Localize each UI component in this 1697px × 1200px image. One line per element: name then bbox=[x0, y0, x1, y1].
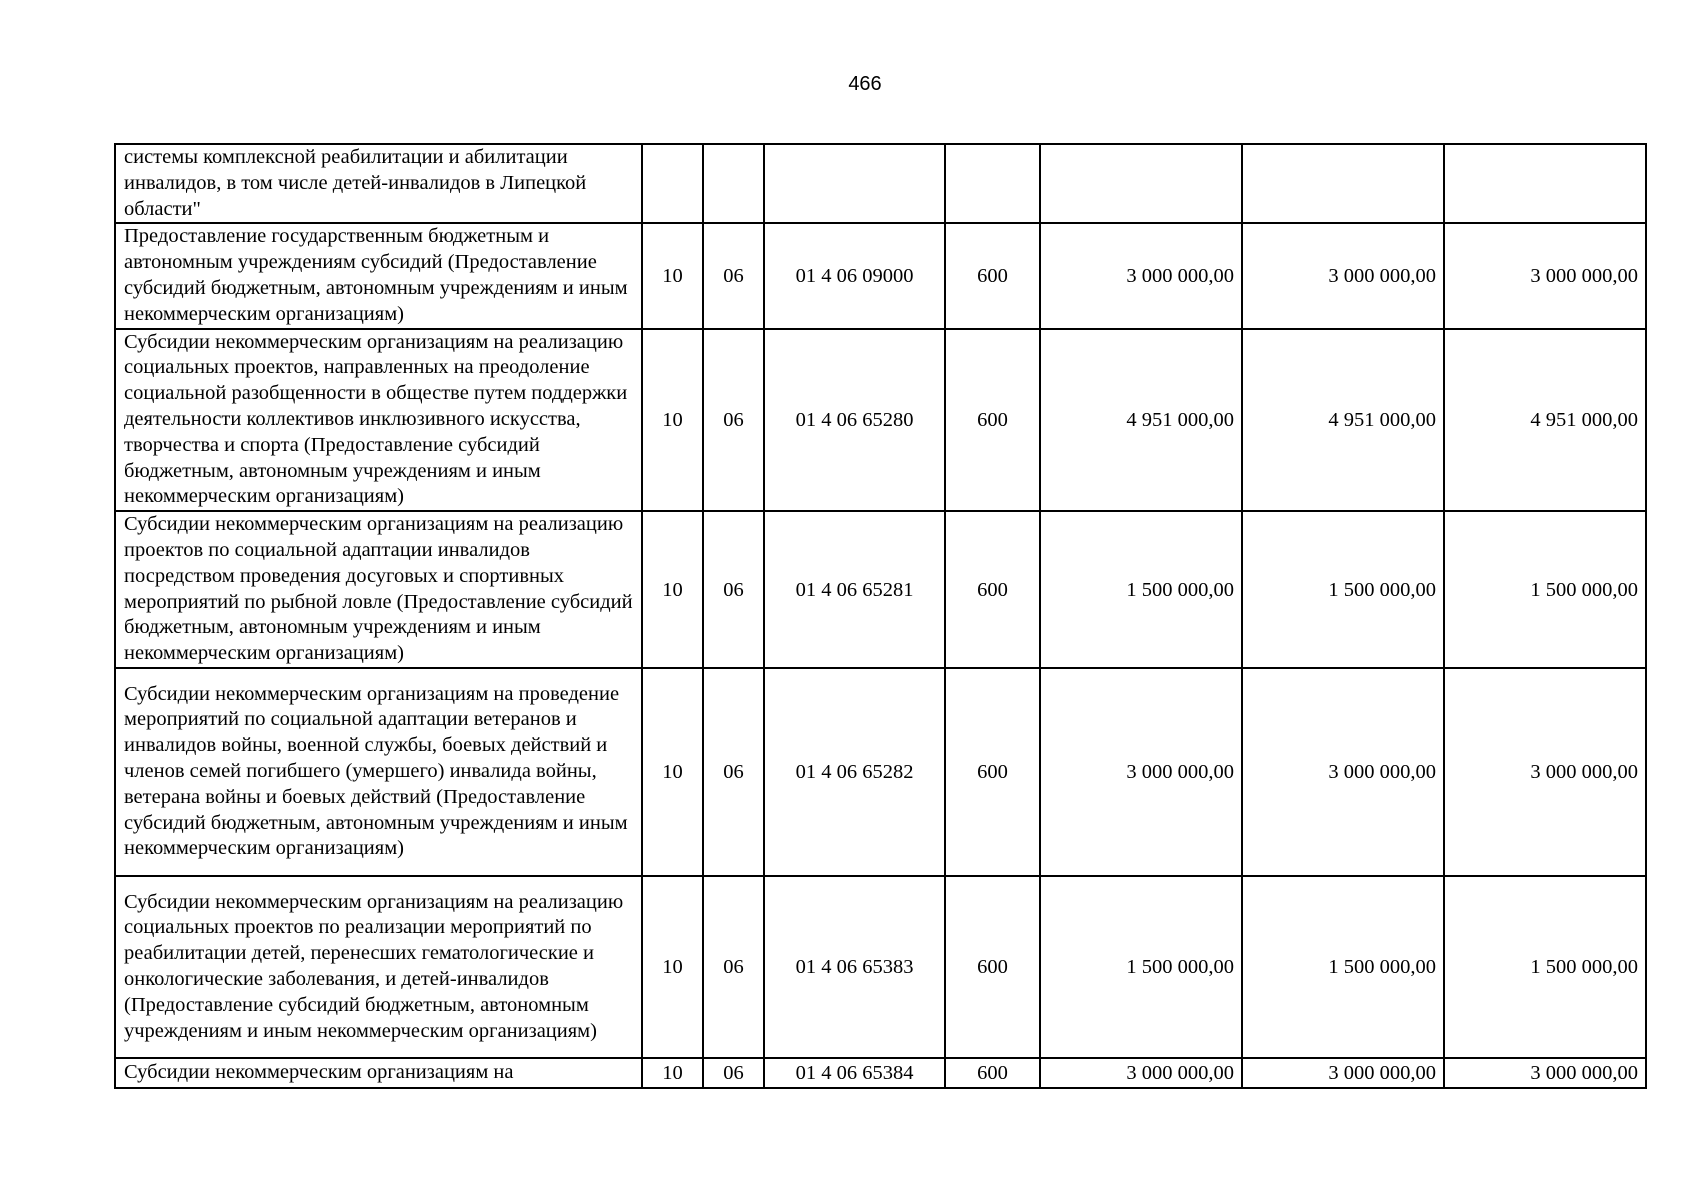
cell-sum-1: 1 500 000,00 bbox=[1040, 876, 1242, 1058]
cell-sum-2: 4 951 000,00 bbox=[1242, 329, 1444, 512]
cell-csr: 01 4 06 65384 bbox=[764, 1058, 945, 1088]
cell-vr: 600 bbox=[945, 668, 1040, 876]
table-row bbox=[115, 511, 1646, 668]
row-name: Субсидии некоммерческим организациям на реализацию проектов по социальной адаптации инвалидов посредством проведения досуговых и спортивных мероприятий по рыбной ловле (Предоставление субсидий бюджетным, автономным учреждениям и иным некоммерческим организациям) bbox=[115, 511, 642, 668]
cell-sum-3: 3 000 000,00 bbox=[1444, 223, 1646, 328]
cell-razdel: 10 bbox=[642, 876, 703, 1058]
row-name: Предоставление государственным бюджетным и автономным учреждениям субсидий (Предоставление субсидий бюджетным, автономным учреждениям и иным некоммерческим организациям) bbox=[115, 223, 642, 328]
cell-sum-2: 3 000 000,00 bbox=[1242, 223, 1444, 328]
row-name: Субсидии некоммерческим организациям на реализацию социальных проектов, направленных на преодоление социальной разобщенности в обществе путем поддержки деятельности коллективов инклюзивного искусства, творчества и спорта (Предоставление субсидий бюджетным, автономным учреждениям и иным некоммерческим организациям) bbox=[115, 329, 642, 512]
cell-sum-2: 1 500 000,00 bbox=[1242, 876, 1444, 1058]
cell-vr: 600 bbox=[945, 511, 1040, 668]
cell-podrazdel: 06 bbox=[703, 223, 764, 328]
cell-razdel: 10 bbox=[642, 1058, 703, 1088]
row-name: Субсидии некоммерческим организациям на проведение мероприятий по социальной адаптации ветеранов и инвалидов войны, военной службы, боевых действий и членов семей погибшего (умершего) инвалида войны, ветерана войны и боевых действий (Предоставление субсидий бюджетным, автономным учреждениям и иным некоммерческим организациям) bbox=[115, 668, 642, 876]
cell-razdel: 10 bbox=[642, 511, 703, 668]
cell-sum-3: 1 500 000,00 bbox=[1444, 876, 1646, 1058]
row-name: Субсидии некоммерческим организациям на bbox=[115, 1058, 642, 1088]
cell-sum-2: 1 500 000,00 bbox=[1242, 511, 1444, 668]
cell-razdel: 10 bbox=[642, 329, 703, 512]
cell-vr: 600 bbox=[945, 1058, 1040, 1088]
cell-csr: 01 4 06 65383 bbox=[764, 876, 945, 1058]
cell-razdel bbox=[642, 144, 703, 223]
cell-razdel: 10 bbox=[642, 668, 703, 876]
cell-csr bbox=[764, 144, 945, 223]
cell-sum-1: 3 000 000,00 bbox=[1040, 1058, 1242, 1088]
budget-table bbox=[114, 143, 1647, 1089]
table-row bbox=[115, 329, 1646, 512]
page-number: 466 bbox=[848, 73, 882, 95]
table-row bbox=[115, 144, 1646, 223]
cell-podrazdel: 06 bbox=[703, 1058, 764, 1088]
cell-csr: 01 4 06 65282 bbox=[764, 668, 945, 876]
cell-sum-1 bbox=[1040, 144, 1242, 223]
cell-sum-2 bbox=[1242, 144, 1444, 223]
cell-sum-2: 3 000 000,00 bbox=[1242, 1058, 1444, 1088]
cell-podrazdel bbox=[703, 144, 764, 223]
cell-vr: 600 bbox=[945, 329, 1040, 512]
cell-sum-1: 3 000 000,00 bbox=[1040, 223, 1242, 328]
cell-vr: 600 bbox=[945, 223, 1040, 328]
cell-podrazdel: 06 bbox=[703, 668, 764, 876]
table-row bbox=[115, 1058, 1646, 1088]
cell-sum-1: 3 000 000,00 bbox=[1040, 668, 1242, 876]
cell-csr: 01 4 06 09000 bbox=[764, 223, 945, 328]
cell-sum-3: 4 951 000,00 bbox=[1444, 329, 1646, 512]
cell-vr: 600 bbox=[945, 876, 1040, 1058]
cell-sum-1: 1 500 000,00 bbox=[1040, 511, 1242, 668]
cell-csr: 01 4 06 65280 bbox=[764, 329, 945, 512]
table-row bbox=[115, 876, 1646, 1058]
cell-podrazdel: 06 bbox=[703, 329, 764, 512]
cell-podrazdel: 06 bbox=[703, 511, 764, 668]
table-row bbox=[115, 668, 1646, 876]
cell-podrazdel: 06 bbox=[703, 876, 764, 1058]
cell-sum-2: 3 000 000,00 bbox=[1242, 668, 1444, 876]
row-name: Субсидии некоммерческим организациям на реализацию социальных проектов по реализации мероприятий по реабилитации детей, перенесших гематологические и онкологические заболевания, и детей-инвалидов (Предоставление субсидий бюджетным, автономным учреждениям и иным некоммерческим организациям) bbox=[115, 876, 642, 1058]
cell-sum-3 bbox=[1444, 144, 1646, 223]
cell-vr bbox=[945, 144, 1040, 223]
cell-sum-3: 3 000 000,00 bbox=[1444, 1058, 1646, 1088]
cell-sum-3: 3 000 000,00 bbox=[1444, 668, 1646, 876]
table-row bbox=[115, 223, 1646, 328]
cell-csr: 01 4 06 65281 bbox=[764, 511, 945, 668]
cell-sum-1: 4 951 000,00 bbox=[1040, 329, 1242, 512]
cell-razdel: 10 bbox=[642, 223, 703, 328]
cell-sum-3: 1 500 000,00 bbox=[1444, 511, 1646, 668]
row-name: системы комплексной реабилитации и абилитации инвалидов, в том числе детей-инвалидов в Липецкой области" bbox=[115, 144, 642, 223]
